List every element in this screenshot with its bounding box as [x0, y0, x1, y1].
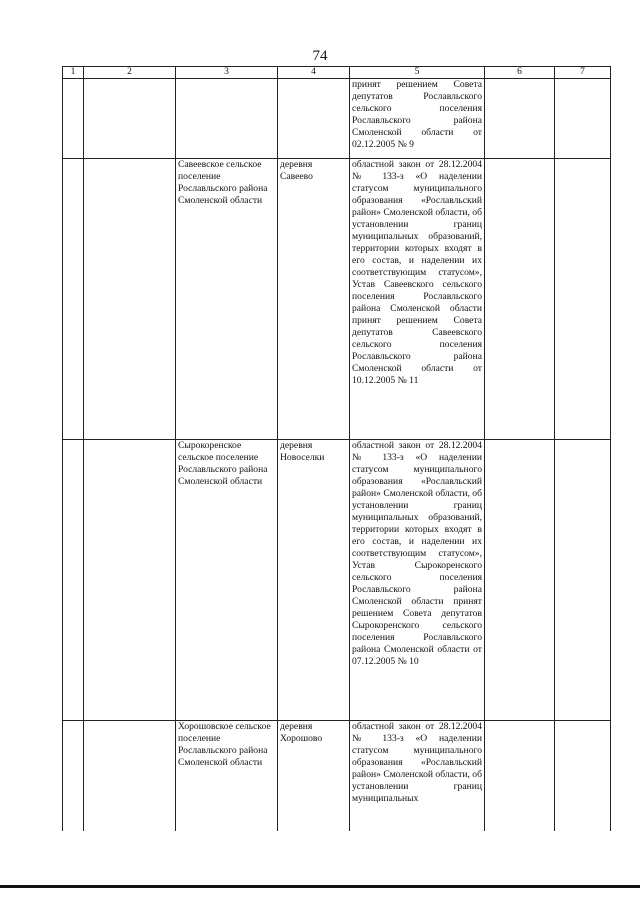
- page-number: 74: [312, 48, 328, 64]
- column-number: 1: [63, 67, 84, 79]
- locality-name: деревня Новоселки: [278, 440, 350, 721]
- bottom-rule: [0, 885, 640, 888]
- legal-document: областной закон от 28.12.2004 № 133-з «О наделении статусом муниципального образования «Рославльский район» Смоленской области, об установлении границ муниципальных: [350, 721, 485, 831]
- settlement-name: Хорошовское сельское поселение Рославльского района Смоленской области: [176, 721, 278, 831]
- table-row: [63, 721, 611, 831]
- table-row: [63, 159, 611, 440]
- table-row: [63, 440, 611, 721]
- cell-empty: [84, 79, 176, 159]
- legal-document: принят решением Совета депутатов Рославльского сельского поселения Рославльского района Смоленской области от 02.12.2005 № 9: [350, 79, 485, 159]
- cell-number: [63, 79, 84, 159]
- cell-empty: [555, 721, 611, 831]
- locality-name: [278, 79, 350, 159]
- cell-empty: [555, 159, 611, 440]
- legal-document: областной закон от 28.12.2004 № 133-з «О наделении статусом муниципального образования «Рославльский район» Смоленской области, об установлении границ муниципальных образований, территории которых входят в его состав, и наделении их соответствующим статусом», Устав Сырокоренского сельского поселения Рославльского района Смоленской области принят решением Совета депутатов Сырокоренского сельского поселения Рославльского района Смоленской области от 07.12.2005 № 10: [350, 440, 485, 721]
- cell-number: [63, 721, 84, 831]
- column-number: 2: [84, 67, 176, 79]
- column-number: 7: [555, 67, 611, 79]
- cell-empty: [485, 159, 555, 440]
- settlement-name: Савеевское сельское поселение Рославльского района Смоленской области: [176, 159, 278, 440]
- cell-empty: [485, 721, 555, 831]
- cell-number: [63, 159, 84, 440]
- column-number: 5: [350, 67, 485, 79]
- column-number-row: [63, 67, 611, 79]
- cell-empty: [485, 79, 555, 159]
- cell-number: [63, 440, 84, 721]
- cell-empty: [555, 79, 611, 159]
- register-table: [62, 66, 611, 831]
- cell-empty: [84, 159, 176, 440]
- settlement-name: Сырокоренское сельское поселение Рославльского района Смоленской области: [176, 440, 278, 721]
- column-number: 6: [485, 67, 555, 79]
- legal-document: областной закон от 28.12.2004 № 133-з «О наделении статусом муниципального образования «Рославльский район» Смоленской области, об установлении границ муниципальных образований, территории которых входят в его состав, и наделении их соответствующим статусом», Устав Савеевского сельского поселения Рославльского района Смоленской области принят решением Совета депутатов Савеевского сельского поселения Рославльского района Смоленской области от 10.12.2005 № 11: [350, 159, 485, 440]
- cell-empty: [84, 440, 176, 721]
- cell-empty: [555, 440, 611, 721]
- locality-name: деревня Хорошово: [278, 721, 350, 831]
- cell-empty: [84, 721, 176, 831]
- cell-empty: [485, 440, 555, 721]
- column-number: 3: [176, 67, 278, 79]
- table-row: [63, 79, 611, 159]
- locality-name: деревня Савеево: [278, 159, 350, 440]
- settlement-name: [176, 79, 278, 159]
- column-number: 4: [278, 67, 350, 79]
